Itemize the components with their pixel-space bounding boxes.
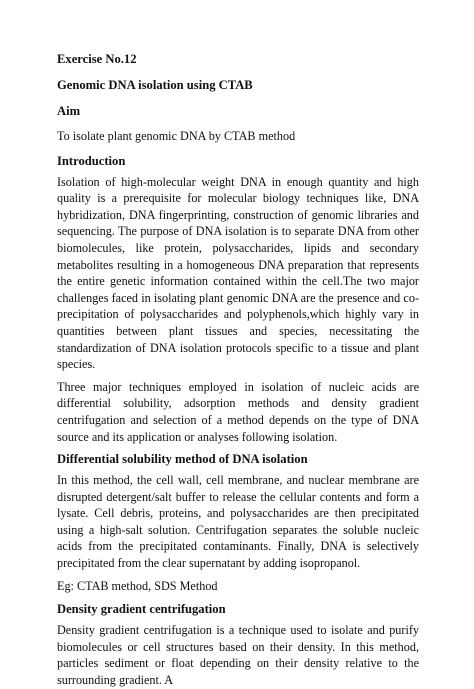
document-subtitle: Genomic DNA isolation using CTAB [57,78,253,92]
aim-heading: Aim [57,104,81,118]
exercise-title: Exercise No.12 [57,52,137,66]
introduction-paragraph-2: Three major techniques employed in isolation of nucleic acids are differential solubility, adsorption methods and density gradient centrifugation and selection of a method depends on the type of DNA source and its application or analyses following isolation. [57,379,419,444]
document-page [57,52,419,689]
differential-solubility-paragraph: In this method, the cell wall, cell membrane, and nuclear membrane are disrupted detergent/salt buffer to release the cellular contents and form a lysate. Cell debris, proteins, and polysaccharides are then precipitated using a high-salt solution. Centrifugation separates the soluble nucleic acids from the precipitated contaminants. Finally, DNA is selectively precipitated from the clear supernatant by adding isopropanol. [57,473,419,571]
differential-solubility-example: Eg: CTAB method, SDS Method [57,578,218,593]
introduction-paragraph-1: Isolation of high-molecular weight DNA in enough quantity and high quality is a prerequisite for molecular biology techniques like, DNA hybridization, DNA fingerprinting, construction of genomic libraries and sequencing. The purpose of DNA isolation is to separate DNA from other biomolecules, like protein, polysaccharides, lipids and secondary metabolites resulting in a homogeneous DNA preparation that represents the entire genetic information contained within the cell.The two major challenges faced in isolating plant genomic DNA are the presence and co-precipitation of polysaccharides and polyphenols,which highly vary in quantities between plant tissues and species, necessitating the standardization of DNA isolation protocols specific to a tissue and plant species. [57,174,419,372]
introduction-heading: Introduction [57,153,126,168]
density-gradient-paragraph: Density gradient centrifugation is a technique used to isolate and purify biomolecules or cell structures based on their density. In this method, particles sediment or float depending on their density relative to the surrounding gradient. A [57,623,419,688]
aim-text: To isolate plant genomic DNA by CTAB method [57,129,296,143]
differential-solubility-heading: Differential solubility method of DNA isolation [57,452,308,467]
density-gradient-heading: Density gradient centrifugation [57,602,226,617]
